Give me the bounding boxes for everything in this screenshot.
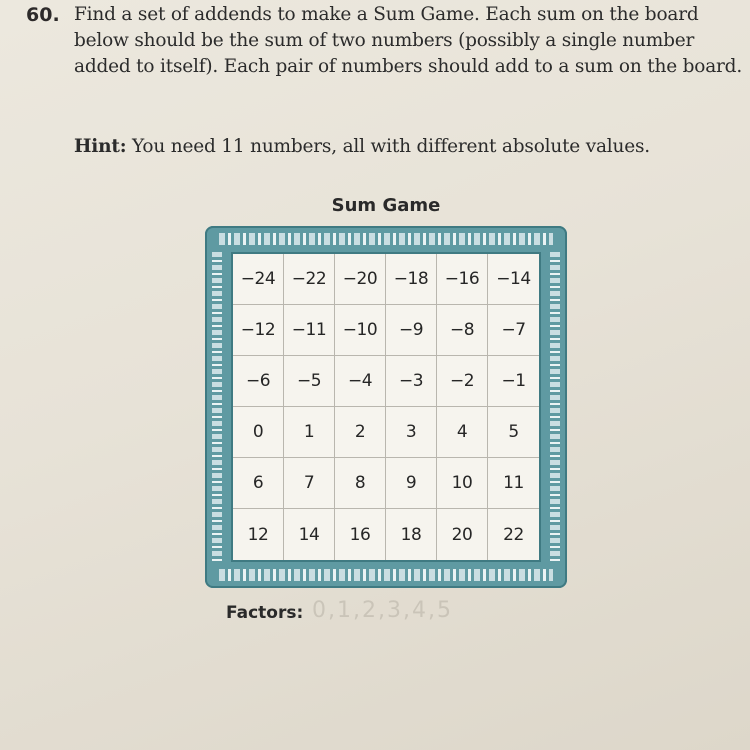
grid-cell: 20 (437, 509, 488, 560)
sum-game-board (205, 226, 567, 588)
factors-label: Factors: (226, 603, 304, 623)
grid-cell: 10 (437, 458, 488, 509)
grid-cell: −16 (437, 254, 488, 305)
frame-pattern-bottom (219, 569, 553, 581)
problem-text: Find a set of addends to make a Sum Game. Each sum on the board below should be the sum of two numbers (possibly a single number added to itself). Each pair of numbers should add to a sum on the board. (74, 4, 743, 77)
grid-cell: 16 (335, 509, 386, 560)
grid-cell: −3 (386, 356, 437, 407)
grid-cell: −6 (233, 356, 284, 407)
grid-cell: 18 (386, 509, 437, 560)
hint-text: You need 11 numbers, all with different absolute values. (126, 136, 650, 157)
hint-label: Hint: (74, 136, 127, 157)
grid-cell: 9 (386, 458, 437, 509)
grid-cell: −5 (284, 356, 335, 407)
grid-cell: −1 (488, 356, 539, 407)
grid-cell: 1 (284, 407, 335, 458)
grid-cell: −22 (284, 254, 335, 305)
grid-cell: −20 (335, 254, 386, 305)
grid-cell: −18 (386, 254, 437, 305)
grid-cell: 6 (233, 458, 284, 509)
problem-number: 60. (26, 4, 60, 26)
grid-cell: 2 (335, 407, 386, 458)
frame-pattern-right (550, 252, 560, 562)
grid-cell: 5 (488, 407, 539, 458)
grid-cell: −2 (437, 356, 488, 407)
grid-cell: 12 (233, 509, 284, 560)
grid-cell: −14 (488, 254, 539, 305)
grid-cell: −11 (284, 305, 335, 356)
grid-cell: −24 (233, 254, 284, 305)
grid-cell: 14 (284, 509, 335, 560)
factors-handwritten-notes: 0,1,2,3,4,5 (312, 598, 453, 623)
grid-cell: −4 (335, 356, 386, 407)
grid-cell: 3 (386, 407, 437, 458)
grid-cell: 7 (284, 458, 335, 509)
hint (74, 134, 734, 160)
grid-cell: −10 (335, 305, 386, 356)
grid-cell: −12 (233, 305, 284, 356)
grid-cell: −8 (437, 305, 488, 356)
grid-cell: 4 (437, 407, 488, 458)
grid-cell: −7 (488, 305, 539, 356)
sum-grid (231, 252, 541, 562)
grid-cell: 8 (335, 458, 386, 509)
board-title: Sum Game (331, 195, 441, 216)
grid-cell: 11 (488, 458, 539, 509)
frame-pattern-left (212, 252, 222, 562)
frame-pattern-top (219, 233, 553, 245)
grid-cell: −9 (386, 305, 437, 356)
grid-cell: 22 (503, 524, 524, 545)
grid-cell: 0 (233, 407, 284, 458)
